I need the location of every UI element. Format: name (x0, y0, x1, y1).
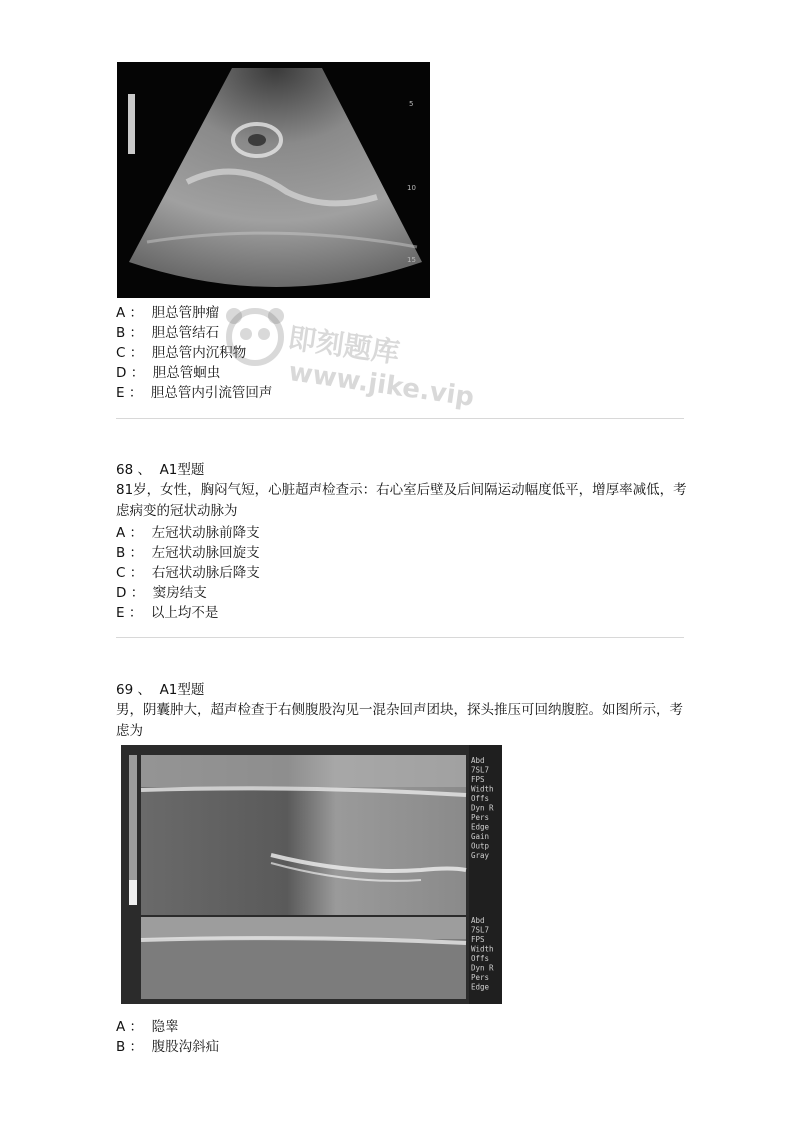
watermark (220, 292, 476, 422)
q68-option-c[interactable]: C ： 右冠状动脉后降支 (116, 565, 260, 581)
us-side-label: 7SL7 (471, 765, 490, 775)
us-side-label: FPS (471, 935, 485, 944)
us-side-label: Pers (471, 813, 490, 822)
divider-2 (116, 637, 684, 638)
q68-option-e[interactable]: E ： 以上均不是 (116, 605, 219, 621)
svg-text:5: 5 (409, 100, 414, 108)
us-side-label: Dyn R (471, 963, 494, 973)
q67-option-c[interactable]: C ： 胆总管内沉积物 (116, 345, 247, 361)
q69-header: 69 、 A1型题 (116, 682, 205, 698)
us-side-label: Width (471, 944, 494, 954)
q69-stem: 男，阴囊肿大，超声检查于右侧腹股沟见一混杂回声团块，探头推压可回纳腹腔。如图所示，考虑为 (116, 702, 683, 739)
us-side-label: Abd (471, 916, 485, 925)
us-side-label: Edge (471, 822, 490, 832)
ultrasound-dual-panel-graphic (121, 745, 502, 1004)
us-side-label: Width (471, 784, 494, 794)
q67-option-a[interactable]: A ： 胆总管肿瘤 (116, 305, 220, 321)
ultrasound-image-bile-duct (117, 62, 430, 298)
ultrasound-sector-graphic (117, 62, 430, 298)
us-side-label: 7SL7 (471, 925, 490, 935)
svg-text:10: 10 (407, 184, 416, 192)
us-side-label: Offs (471, 954, 490, 963)
panda-logo-icon (220, 302, 290, 372)
q68-option-a[interactable]: A ： 左冠状动脉前降支 (116, 525, 260, 541)
q68-stem: 81岁，女性，胸闷气短，心脏超声检查示：右心室后壁及后间隔运动幅度低平，增厚率减低，考虑病变的冠状动脉为 (116, 482, 687, 519)
q68-header: 68 、 A1型题 (116, 462, 205, 478)
us-side-label: Gray (471, 851, 490, 860)
us-side-label: Pers (471, 973, 490, 982)
us-side-label: Outp (471, 841, 490, 851)
svg-text:15: 15 (407, 256, 416, 264)
us-side-label: Dyn R (471, 803, 494, 813)
q69-option-a[interactable]: A ： 隐睾 (116, 1019, 179, 1035)
us-side-label: Gain (471, 832, 490, 841)
q68-option-b[interactable]: B ： 左冠状动脉回旋支 (116, 545, 260, 561)
us-side-label: FPS (471, 775, 485, 784)
us-side-label: Abd (471, 756, 485, 765)
q67-option-b[interactable]: B ： 胆总管结石 (116, 325, 220, 341)
divider-1 (116, 418, 684, 419)
q67-option-d[interactable]: D ： 胆总管蛔虫 (116, 365, 221, 381)
watermark-url: www.jike.vip (286, 357, 476, 413)
us-side-label: Offs (471, 794, 490, 803)
watermark-cn: 即刻题库 (286, 321, 402, 370)
ultrasound-image-hernia (121, 745, 502, 1004)
q67-option-e[interactable]: E ： 胆总管内引流管回声 (116, 385, 273, 401)
q68-option-d[interactable]: D ： 窦房结支 (116, 585, 207, 601)
us-side-label: Edge (471, 982, 490, 992)
q69-option-b[interactable]: B ： 腹股沟斜疝 (116, 1039, 220, 1055)
